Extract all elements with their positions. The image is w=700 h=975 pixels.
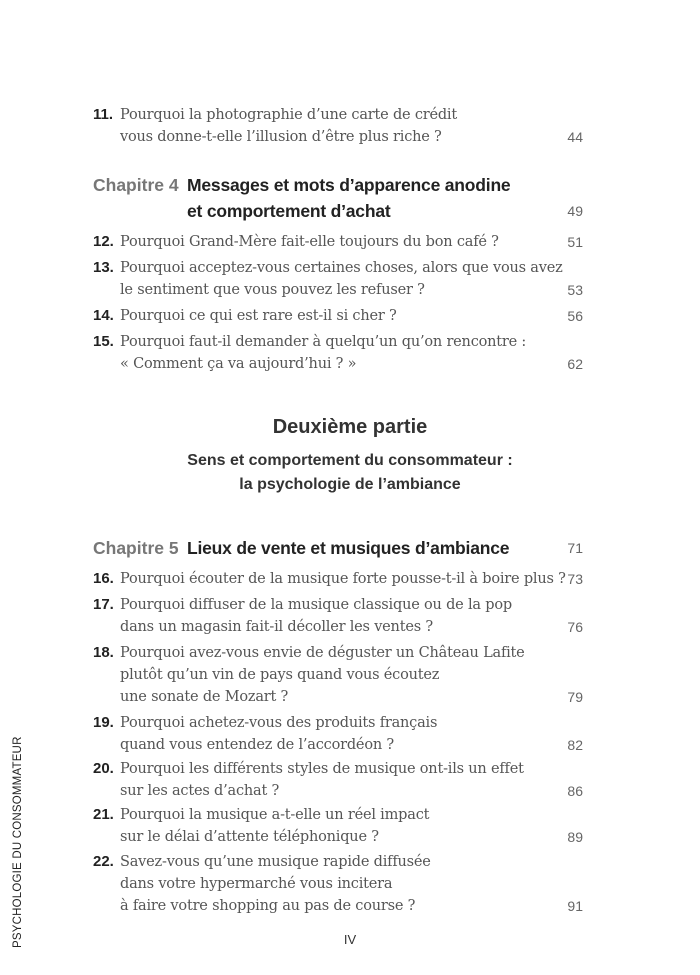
- toc-entry: [93, 305, 583, 327]
- entry-number: 14.: [93, 307, 114, 324]
- entry-text: vous donne-t-elle l’illusion d’être plus riche ?: [120, 129, 442, 145]
- chapter-title: Messages et mots d’apparence anodine: [187, 175, 511, 195]
- entry-text: Pourquoi la photographie d’une carte de crédit: [120, 107, 457, 123]
- entry-text: Pourquoi la musique a-t-elle un réel impact: [120, 807, 430, 823]
- page-number: 73: [567, 571, 583, 587]
- entry-text: Pourquoi achetez-vous des produits français: [120, 715, 438, 731]
- page-number: 91: [567, 898, 583, 914]
- chapter-5-heading: [93, 535, 583, 561]
- chapter-label: Chapitre 4: [93, 175, 179, 195]
- page-number: 62: [567, 356, 583, 372]
- page-number: 79: [567, 689, 583, 705]
- entry-text: une sonate de Mozart ?: [120, 689, 289, 705]
- entry-text: Pourquoi les différents styles de musique ont-ils un effet: [120, 761, 524, 777]
- entry-text: le sentiment que vous pouvez les refuser ?: [120, 282, 425, 298]
- page-number: 71: [567, 540, 583, 556]
- entry-number: 20.: [93, 760, 114, 777]
- toc-entry: [93, 804, 583, 848]
- entry-text: Pourquoi diffuser de la musique classique ou de la pop: [120, 597, 512, 613]
- entry-text: dans votre hypermarché vous incitera: [120, 876, 393, 892]
- page-number: 56: [567, 308, 583, 324]
- entry-text: sur le délai d’attente téléphonique ?: [120, 829, 379, 845]
- toc-entry: [93, 851, 583, 917]
- entry-text: Pourquoi faut-il demander à quelqu’un qu’on rencontre :: [120, 334, 527, 350]
- entry-number: 11.: [93, 106, 114, 123]
- entry-text: « Comment ça va aujourd’hui ? »: [120, 356, 357, 372]
- toc-entry: [93, 642, 583, 708]
- page-number: 82: [567, 737, 583, 753]
- entry-text: dans un magasin fait-il décoller les ventes ?: [120, 619, 433, 635]
- chapter-title: Lieux de vente et musiques d’ambiance: [187, 538, 510, 558]
- page-number: 89: [567, 829, 583, 845]
- entry-text: Pourquoi Grand-Mère fait-elle toujours du bon café ?: [120, 234, 499, 250]
- page-number: 76: [567, 619, 583, 635]
- part-title: Deuxième partie: [272, 416, 428, 438]
- page-number: 51: [567, 234, 583, 250]
- entry-number: 13.: [93, 259, 114, 276]
- toc-entry: [93, 568, 583, 590]
- entry-text: Pourquoi acceptez-vous certaines choses, alors que vous avez: [120, 260, 563, 276]
- entry-text: quand vous entendez de l’accordéon ?: [120, 737, 394, 753]
- page-number: 49: [567, 203, 583, 219]
- entry-text: plutôt qu’un vin de pays quand vous écoutez: [120, 667, 440, 683]
- part-subtitle: Sens et comportement du consommateur :: [187, 452, 513, 469]
- entry-text: à faire votre shopping au pas de course ?: [120, 898, 416, 914]
- toc-entry: [93, 331, 583, 375]
- entry-number: 17.: [93, 596, 114, 613]
- toc-entry: [93, 104, 583, 148]
- page-number: 44: [567, 129, 583, 145]
- entry-number: 15.: [93, 333, 114, 350]
- toc-entry: [93, 231, 583, 253]
- page-number: 53: [567, 282, 583, 298]
- entry-text: Savez-vous qu’une musique rapide diffusée: [120, 854, 431, 870]
- page-number: 86: [567, 783, 583, 799]
- entry-text: sur les actes d’achat ?: [120, 783, 280, 799]
- toc-entry: [93, 712, 583, 756]
- entry-number: 16.: [93, 570, 114, 587]
- entry-text: Pourquoi ce qui est rare est-il si cher ?: [120, 308, 397, 324]
- entry-number: 18.: [93, 644, 114, 661]
- toc-entry: [93, 594, 583, 638]
- page-folio: IV: [343, 932, 357, 947]
- chapter-title: et comportement d’achat: [187, 201, 391, 221]
- toc-entry: [93, 758, 583, 802]
- entry-number: 22.: [93, 853, 114, 870]
- entry-text: Pourquoi écouter de la musique forte pousse-t-il à boire plus ?: [120, 571, 566, 587]
- entry-number: 12.: [93, 233, 114, 250]
- entry-number: 19.: [93, 714, 114, 731]
- toc-entry: [93, 257, 583, 301]
- chapter-label: Chapitre 5: [93, 538, 179, 558]
- entry-text: Pourquoi avez-vous envie de déguster un Château Lafite: [120, 645, 525, 661]
- chapter-4-heading: [93, 172, 583, 224]
- running-title: PSYCHOLOGIE DU CONSOMMATEUR: [12, 736, 24, 948]
- entry-number: 21.: [93, 806, 114, 823]
- part-subtitle: la psychologie de l’ambiance: [239, 476, 461, 493]
